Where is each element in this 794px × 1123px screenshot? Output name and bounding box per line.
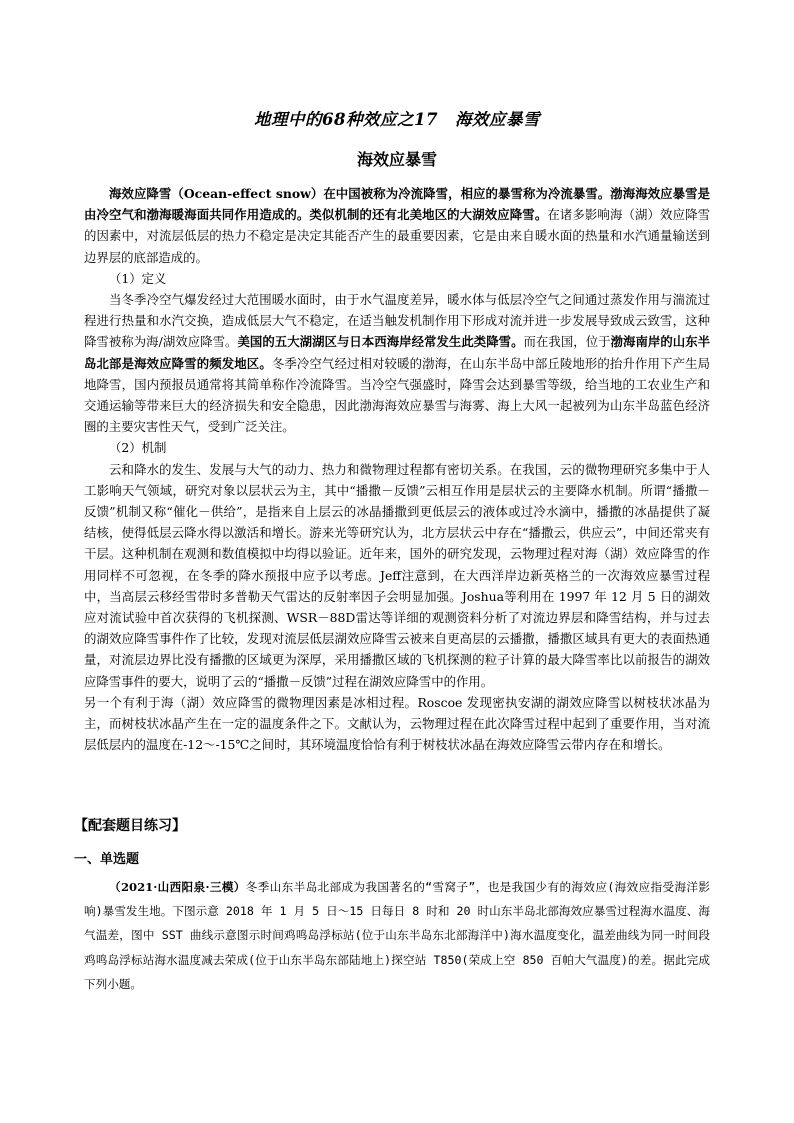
article-body: [84, 183, 710, 755]
definition-text-a: 当冬季冷空气爆发经过大范围暖水面时，由于水气温度差异，暖水体与低层冷空气之间通过蒸发作用与湍流过程进行热量和水汽交换，造成低层大气不稳定，在适当触发机制作用下形成对流并进一步发展导致成云致雪，这种降雪被称为海/湖效应降雪。: [84, 292, 710, 350]
intro-text: 在诸多影响海（湖）效应降雪的因素中，对流层低层的热力不稳定是决定其能否产生的最重要因素，它是由来自暖水面的热量和水汽通量输送到边界层的底部造成的。: [84, 207, 711, 265]
definition-bold-a: 美国的五大湖湖区与日本西海岸经常发生此类降雪。: [237, 334, 524, 350]
definition-bold-b: 渤海南岸的山东半岛北部是海效应降雪的频发地区。: [84, 334, 711, 371]
definition-heading: （1）定义: [109, 270, 167, 286]
intro-paragraph: [84, 183, 710, 268]
document-title: 地理中的68种效应之17 海效应暴雪: [254, 110, 540, 129]
mechanism-paragraph: 云和降水的发生、发展与大气的动力、热力和微物理过程都有密切关系。在我国，云的微物理研究多集中于人工影响天气领域，研究对象以层状云为主，其中“播撒－反馈”云相互作用是层状云的主要降水机制。所谓“播撒－反馈”机制又称“催化－供给”，是指来自上层云的冰晶播撒到更低层云的液体或过冷水滴中，播撒的冰晶提供了凝结核，使得低层云降水得以激活和增长。游来光等研究认为，北方层状云中存在“播撒云，供应云”，中间还常夹有干层。这种机制在观测和数值模拟中均得以验证。近年来，国外的研究发现，云物理过程对海（湖）效应降雪的作用同样不可忽视，在冬季的降水预报中应予以考虑。Jeff注意到，在大西洋岸边新英格兰的一次海效应暴雪过程中，当高层云移经雪带时多普勒天气雷达的反射率因子会明显加强。Joshua等利用在 1997 年 12 月 5 日的湖效应对流试验中首次获得的飞机探测、WSR－88D雷达等详细的观测资料分析了对流边界层和降雪结构，并与过去的湖效应降雪事件作了比较，发现对流层低层湖效应降雪云被来自更高层的云播撒，播撒区域具有更大的表面热通量，对流层边界比没有播撒的区域更为深厚，采用播撒区域的飞机探测的粒子计算的最大降雪率比以前报告的湖效应降雪事件的要大，说明了云的“播撒－反馈”过程在湖效应降雪中的作用。: [84, 461, 710, 689]
question-text: 冬季山东半岛北部成为我国著名的“雪窝子”，也是我国少有的海效应(海效应指受海洋影响)暴雪发生地。下图示意 2018 年 1 月 5 日～15 日每日 8 时和 20 时山东半岛北部海效应暴雪过程海水温度、海气温差，图中 SST 曲线示意图示时间鸡鸣岛浮标站(位于山东半岛东北部海洋中)海水温度变化，温差曲线为同一时间段鸡鸣岛浮标站海水温度减去荣成(位于山东半岛东部陆地上)探空站 T850(荣成上空 850 百帕大气温度)的差。据此完成下列小题。: [84, 880, 710, 991]
definition-paragraph: [84, 289, 710, 437]
question-paragraph: [84, 875, 710, 996]
definition-text-c: 而在我国，位于: [523, 334, 611, 350]
question-source: （2021·山西阳泉·三模）: [109, 880, 246, 894]
definition-text-d: 冬季冷空气经过相对较暖的渤海，在山东半岛中部丘陵地形的抬升作用下产生局地降雪，国内预报员通常将其简单称作冷流降雪。当冷空气强盛时，降雪会达到暴雪等级，给当地的工农业生产和交通运输等带来巨大的经济损失和安全隐患，因此渤海海效应暴雪与海雾、海上大风一起被列为山东半岛蓝色经济圈的主要灾害性天气，受到广泛关注。: [84, 355, 711, 435]
document-subtitle: 海效应暴雪: [356, 150, 437, 169]
mechanism-paragraph-2: 另一个有利于海（湖）效应降雪的微物理因素是冰相过程。Roscoe 发现密执安湖的湖效应降雪以树枝状冰晶为主，而树枝状冰晶产生在一定的温度条件之下。文献认为，云物理过程在此次降雪过程中起到了重要作用，当对流层低层内的温度在-12～-15℃之间时，其环境温度恰恰有利于树枝状冰晶在海效应降雪云带内存在和增长。: [84, 694, 710, 753]
mechanism-heading: （2）机制: [109, 440, 167, 456]
section-heading: 一、单选题: [74, 852, 140, 867]
intro-bold-text: 海效应降雪（Ocean-effect snow）在中国被称为冷流降雪，相应的暴雪称为冷流暴雪。渤海海效应暴雪是由冷空气和渤海暖海面共同作用造成的。类似机制的还有北美地区的大湖效应降雪。: [84, 186, 710, 223]
practice-heading: 【配套题目练习】: [74, 818, 186, 834]
